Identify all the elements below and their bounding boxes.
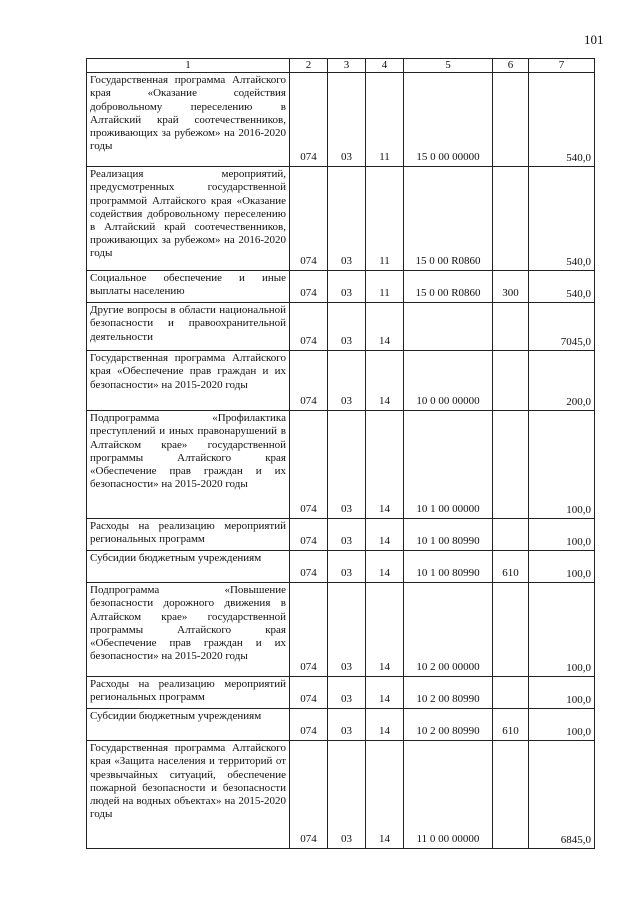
row-amount: 100,0 [529,411,595,519]
row-section: 03 [328,303,366,351]
row-amount: 540,0 [529,73,595,167]
row-name: Субсидии бюджетным учреждениям [87,551,290,583]
table-row [87,351,595,411]
row-ministry: 074 [290,677,328,709]
table-row [87,271,595,303]
row-expense-type [493,351,529,411]
row-expense-type: 610 [493,709,529,741]
table-row [87,677,595,709]
row-ministry: 074 [290,519,328,551]
table-row [87,73,595,167]
row-ministry: 074 [290,73,328,167]
row-target-article [404,303,493,351]
row-section: 03 [328,167,366,271]
row-section: 03 [328,551,366,583]
row-ministry: 074 [290,303,328,351]
row-amount: 100,0 [529,551,595,583]
row-expense-type [493,741,529,849]
header-row [87,59,595,73]
row-name: Подпрограмма «Профилактика преступлений и иных правонарушений в Алтайском крае» государственной программы Алтайского края «Обеспечение прав граждан и их безопасности» на 2015-2020 годы [87,411,290,519]
col-header: 5 [404,59,493,73]
table-row [87,411,595,519]
row-name: Расходы на реализацию мероприятий региональных программ [87,677,290,709]
row-name: Государственная программа Алтайского края «Оказание содействия добровольному переселению в Алтайский край соотечественников, проживающих за рубежом» на 2016-2020 годы [87,73,290,167]
table-row [87,167,595,271]
col-header: 7 [529,59,595,73]
row-subsection: 14 [366,303,404,351]
row-section: 03 [328,709,366,741]
row-section: 03 [328,519,366,551]
table-row [87,741,595,849]
table-row [87,303,595,351]
row-ministry: 074 [290,551,328,583]
row-subsection: 11 [366,271,404,303]
row-amount: 6845,0 [529,741,595,849]
row-target-article: 10 2 00 00000 [404,583,493,677]
col-header: 2 [290,59,328,73]
row-subsection: 14 [366,583,404,677]
row-amount: 540,0 [529,271,595,303]
row-section: 03 [328,583,366,677]
row-section: 03 [328,677,366,709]
row-section: 03 [328,73,366,167]
row-subsection: 14 [366,677,404,709]
row-amount: 7045,0 [529,303,595,351]
row-subsection: 14 [366,551,404,583]
table-row [87,519,595,551]
row-target-article: 10 2 00 80990 [404,677,493,709]
row-target-article: 11 0 00 00000 [404,741,493,849]
row-target-article: 15 0 00 00000 [404,73,493,167]
row-subsection: 14 [366,411,404,519]
row-target-article: 10 0 00 00000 [404,351,493,411]
row-name: Подпрограмма «Повышение безопасности дорожного движения в Алтайском крае» государственной программы Алтайского края «Обеспечение прав граждан и их безопасности» на 2015-2020 годы [87,583,290,677]
row-target-article: 10 1 00 80990 [404,519,493,551]
col-header: 6 [493,59,529,73]
row-expense-type [493,167,529,271]
row-subsection: 14 [366,709,404,741]
row-amount: 100,0 [529,519,595,551]
row-expense-type [493,677,529,709]
col-header: 4 [366,59,404,73]
row-section: 03 [328,741,366,849]
row-ministry: 074 [290,583,328,677]
row-target-article: 10 2 00 80990 [404,709,493,741]
row-name: Реализация мероприятий, предусмотренных государственной программой Алтайского края «Оказание содействия добровольному переселению в Алтайский край соотечественников, проживающих за рубежом» на 2016-2020 годы [87,167,290,271]
row-amount: 100,0 [529,677,595,709]
row-amount: 100,0 [529,583,595,677]
row-name: Расходы на реализацию мероприятий региональных программ [87,519,290,551]
row-expense-type [493,73,529,167]
row-ministry: 074 [290,271,328,303]
row-section: 03 [328,411,366,519]
col-header: 1 [87,59,290,73]
row-amount: 200,0 [529,351,595,411]
row-amount: 100,0 [529,709,595,741]
table-row [87,709,595,741]
row-target-article: 10 1 00 80990 [404,551,493,583]
row-subsection: 14 [366,519,404,551]
row-name: Государственная программа Алтайского края «Защита населения и территорий от чрезвычайных ситуаций, обеспечение пожарной безопасности и безопасности людей на водных объектах» на 2015-2020 годы [87,741,290,849]
row-ministry: 074 [290,741,328,849]
row-ministry: 074 [290,167,328,271]
row-expense-type: 300 [493,271,529,303]
table-row [87,583,595,677]
row-subsection: 11 [366,73,404,167]
row-expense-type [493,411,529,519]
row-target-article: 15 0 00 R0860 [404,167,493,271]
row-name: Социальное обеспечение и иные выплаты населению [87,271,290,303]
row-subsection: 14 [366,351,404,411]
row-expense-type [493,583,529,677]
row-name: Другие вопросы в области национальной безопасности и правоохранительной деятельности [87,303,290,351]
row-expense-type: 610 [493,551,529,583]
row-target-article: 10 1 00 00000 [404,411,493,519]
row-amount: 540,0 [529,167,595,271]
page-number: 101 [584,32,604,47]
row-expense-type [493,303,529,351]
row-ministry: 074 [290,351,328,411]
row-ministry: 074 [290,411,328,519]
row-name: Субсидии бюджетным учреждениям [87,709,290,741]
row-target-article: 15 0 00 R0860 [404,271,493,303]
col-header: 3 [328,59,366,73]
row-name: Государственная программа Алтайского края «Обеспечение прав граждан и их безопасности» на 2015-2020 годы [87,351,290,411]
table-row [87,551,595,583]
budget-table [86,58,595,849]
row-subsection: 11 [366,167,404,271]
row-expense-type [493,519,529,551]
row-subsection: 14 [366,741,404,849]
row-section: 03 [328,351,366,411]
row-section: 03 [328,271,366,303]
row-ministry: 074 [290,709,328,741]
